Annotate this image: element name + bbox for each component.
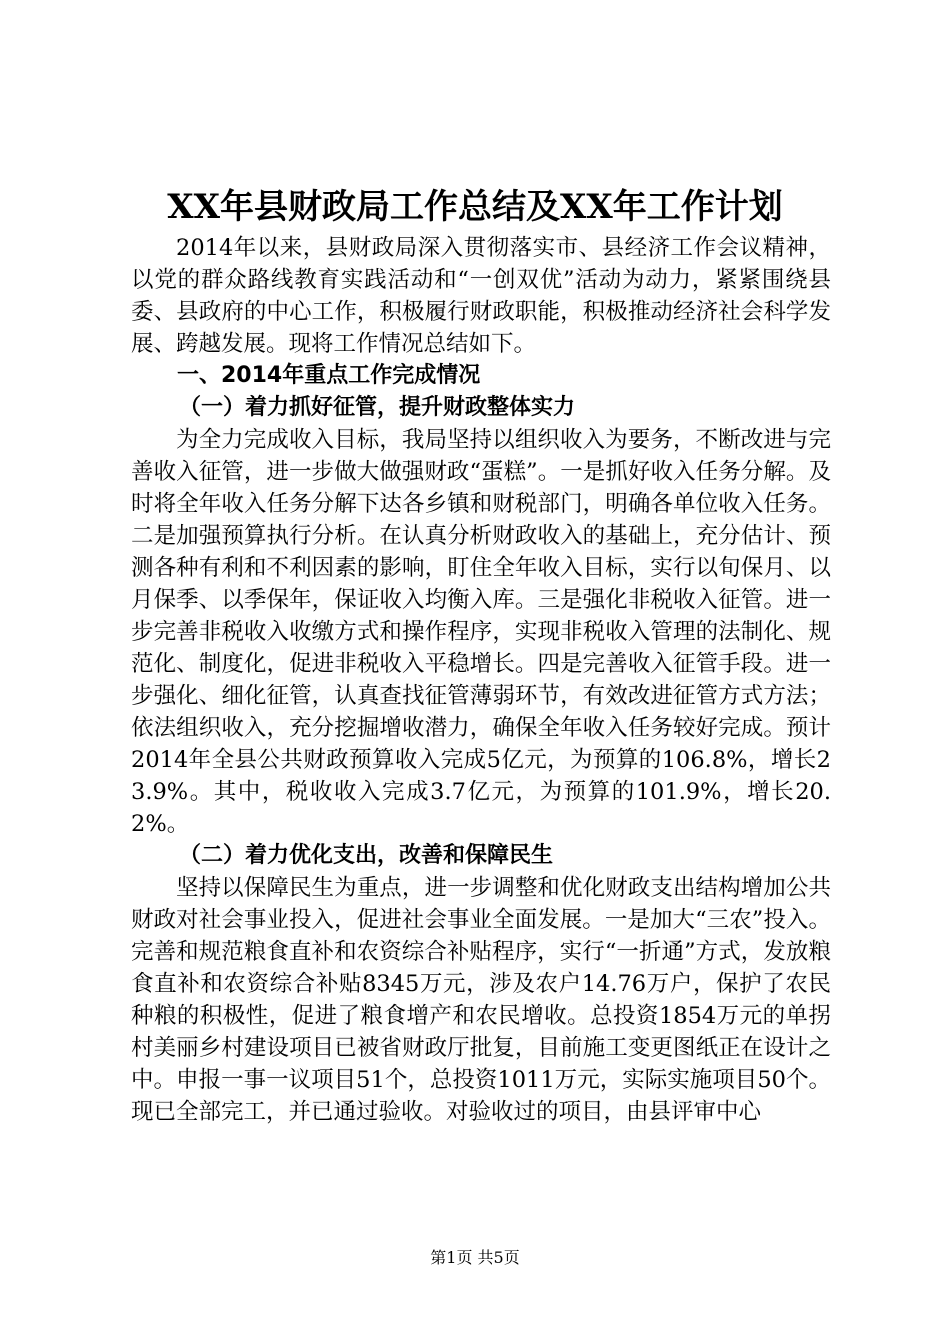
page-footer: 第1页 共5页 — [430, 1248, 520, 1267]
subsection-heading-2: （二）着力优化支出，改善和保障民生 — [179, 843, 554, 868]
document-body — [131, 232, 831, 1128]
subsection-heading-1: （一）着力抓好征管，提升财政整体实力 — [179, 395, 576, 420]
subsection-body-1: 为全力完成收入目标，我局坚持以组织收入为要务，不断改进与完善收入征管，进一步做大做强财政“蛋糕”。一是抓好收入任务分解。及时将全年收入任务分解下达各乡镇和财税部门，明确各单位收入任务。二是加强预算执行分析。在认真分析财政收入的基础上，充分估计、预测各种有利和不利因素的影响，盯住全年收入目标，实行以旬保月、以月保季、以季保年，保证收入均衡入库。三是强化非税收入征管。进一步完善非税收入收缴方式和操作程序，实现非税收入管理的法制化、规范化、制度化，促进非税收入平稳增长。四是完善收入征管手段。进一步强化、细化征管，认真查找征管薄弱环节，有效改进征管方式方法；依法组织收入，充分挖掘增收潜力，确保全年收入任务较好完成。预计2014年全县公共财政预算收入完成5亿元，为预算的106.8%，增长23.9%。其中，税收收入完成3.7亿元，为预算的101.9%，增长20.2%。 — [131, 427, 831, 837]
intro-paragraph: 2014年以来，县财政局深入贯彻落实市、县经济工作会议精神，以党的群众路线教育实践活动和“一创双优”活动为动力，紧紧围绕县委、县政府的中心工作，积极履行财政职能，积极推动经济社会科学发展、跨越发展。现将工作情况总结如下。 — [131, 235, 831, 357]
section-heading: 一、2014年重点工作完成情况 — [177, 363, 481, 388]
document-title: XX年县财政局工作总结及XX年工作计划 — [167, 187, 783, 227]
subsection-body-2: 坚持以保障民生为重点，进一步调整和优化财政支出结构增加公共财政对社会事业投入，促进社会事业全面发展。一是加大“三农”投入。完善和规范粮食直补和农资综合补贴程序，实行“一折通”方式，发放粮食直补和农资综合补贴8345万元，涉及农户14.76万户，保护了农民种粮的积极性，促进了粮食增产和农民增收。总投资1854万元的单拐村美丽乡村建设项目已被省财政厅批复，目前施工变更图纸正在设计之中。申报一事一议项目51个，总投资1011万元，实际实施项目50个。现已全部完工，并已通过验收。对验收过的项目，由县评审中心 — [131, 875, 831, 1125]
